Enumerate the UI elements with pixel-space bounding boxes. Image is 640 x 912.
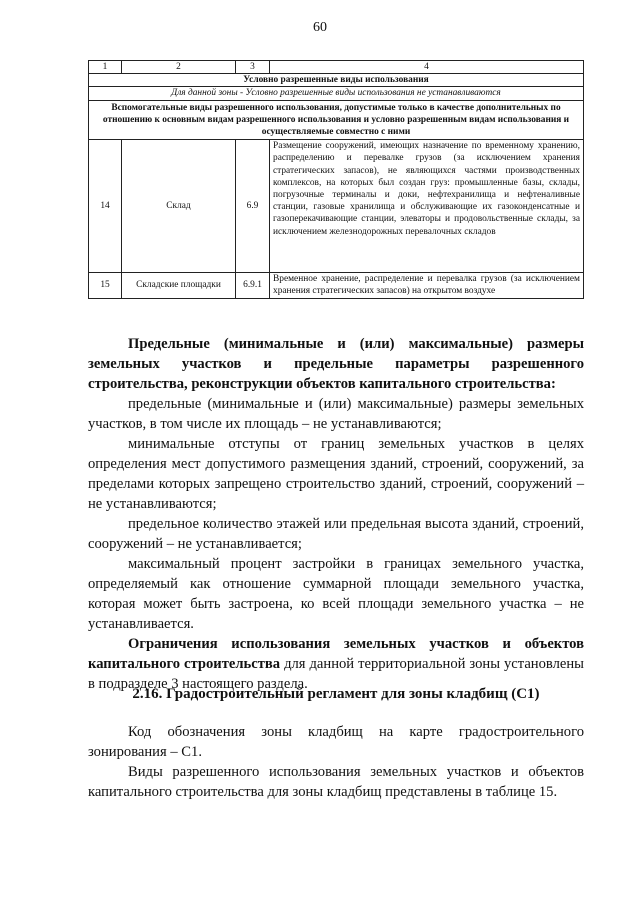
restrictions-paragraph: [88, 634, 584, 694]
limits-paragraph-1: предельные (минимальные и (или) максимальные) размеры земельных участков, в том числе их площадь – не устанавливаются;: [88, 396, 584, 432]
table-row: [89, 140, 584, 273]
use-name: Склад: [122, 140, 236, 273]
use-description: Размещение сооружений, имеющих назначение по временному хранению, распределению и перевалке грузов (за исключением хранения стратегических запасов), не являющихся частями производственных комплексов, на которых был создан груз: промышленные базы, склады, погрузочные терминалы и доки, нефтехранилища и нефтеналивные станции, газовые хранилища и обслуживающие их газоконденсатные и газоперекачивающие станции, элеваторы и продовольственные склады, за исключением железнодорожных перевалочных складов: [270, 140, 584, 273]
limits-section: [88, 334, 584, 694]
section-heading: 2.16. Градостроительный регламент для зоны кладбищ (С1): [132, 686, 540, 702]
limits-paragraph-3: предельное количество этажей или предельная высота зданий, строений, сооружений – не устанавливается;: [88, 516, 584, 552]
row-number: 15: [89, 273, 122, 298]
page-number: 60: [313, 20, 327, 35]
permitted-uses-table: [88, 60, 584, 299]
col-number-4: 4: [270, 61, 584, 74]
use-code: 6.9.1: [236, 273, 270, 298]
limits-heading: Предельные (минимальные и (или) максимальные) размеры земельных участков и предельные параметры разрешенного строительства, реконструкции объектов капитального строительства:: [88, 336, 584, 392]
table-row: [89, 273, 584, 298]
use-code: 6.9: [236, 140, 270, 273]
zone-code-paragraph: Код обозначения зоны кладбищ на карте градостроительного зонирования – С1.: [88, 724, 584, 760]
auxiliary-uses-title: Вспомогательные виды разрешенного использования, допустимые только в качестве дополнительных по отношению к основным видам разрешенного использования и условно разрешенным видам использования и осуществляемые совместно с ними: [89, 100, 584, 140]
col-number-1: 1: [89, 61, 122, 74]
col-number-2: 2: [122, 61, 236, 74]
conditional-uses-note: Для данной зоны - Условно разрешенные виды использования не устанавливаются: [89, 87, 584, 100]
restrictions-bold: Ограничения использования земельных участков и объектов капитального строительства: [88, 636, 584, 672]
zone-code-section: [88, 722, 584, 802]
limits-paragraph-4: максимальный процент застройки в границах земельного участка, определяемый как отношение суммарной площади земельного участка, которая может быть застроена, ко всей площади земельного участка – не устанавливается.: [88, 556, 584, 632]
col-number-3: 3: [236, 61, 270, 74]
row-number: 14: [89, 140, 122, 273]
restrictions-rest: для данной территориальной зоны установлены в подразделе 3 настоящего раздела.: [88, 656, 584, 692]
uses-reference-paragraph: Виды разрешенного использования земельных участков и объектов капитального строительства для зоны кладбищ представлены в таблице 15.: [88, 764, 584, 800]
conditional-uses-title: Условно разрешенные виды использования: [89, 74, 584, 87]
use-description: Временное хранение, распределение и перевалка грузов (за исключением хранения стратегических запасов) на открытом воздухе: [270, 273, 584, 298]
limits-paragraph-2: минимальные отступы от границ земельных участков в целях определения мест допустимого размещения зданий, строений, сооружений, за пределами которых запрещено строительство зданий, строений, сооружений – не устанавливаются;: [88, 436, 584, 512]
use-name: Складские площадки: [122, 273, 236, 298]
column-number-row: [89, 61, 584, 74]
